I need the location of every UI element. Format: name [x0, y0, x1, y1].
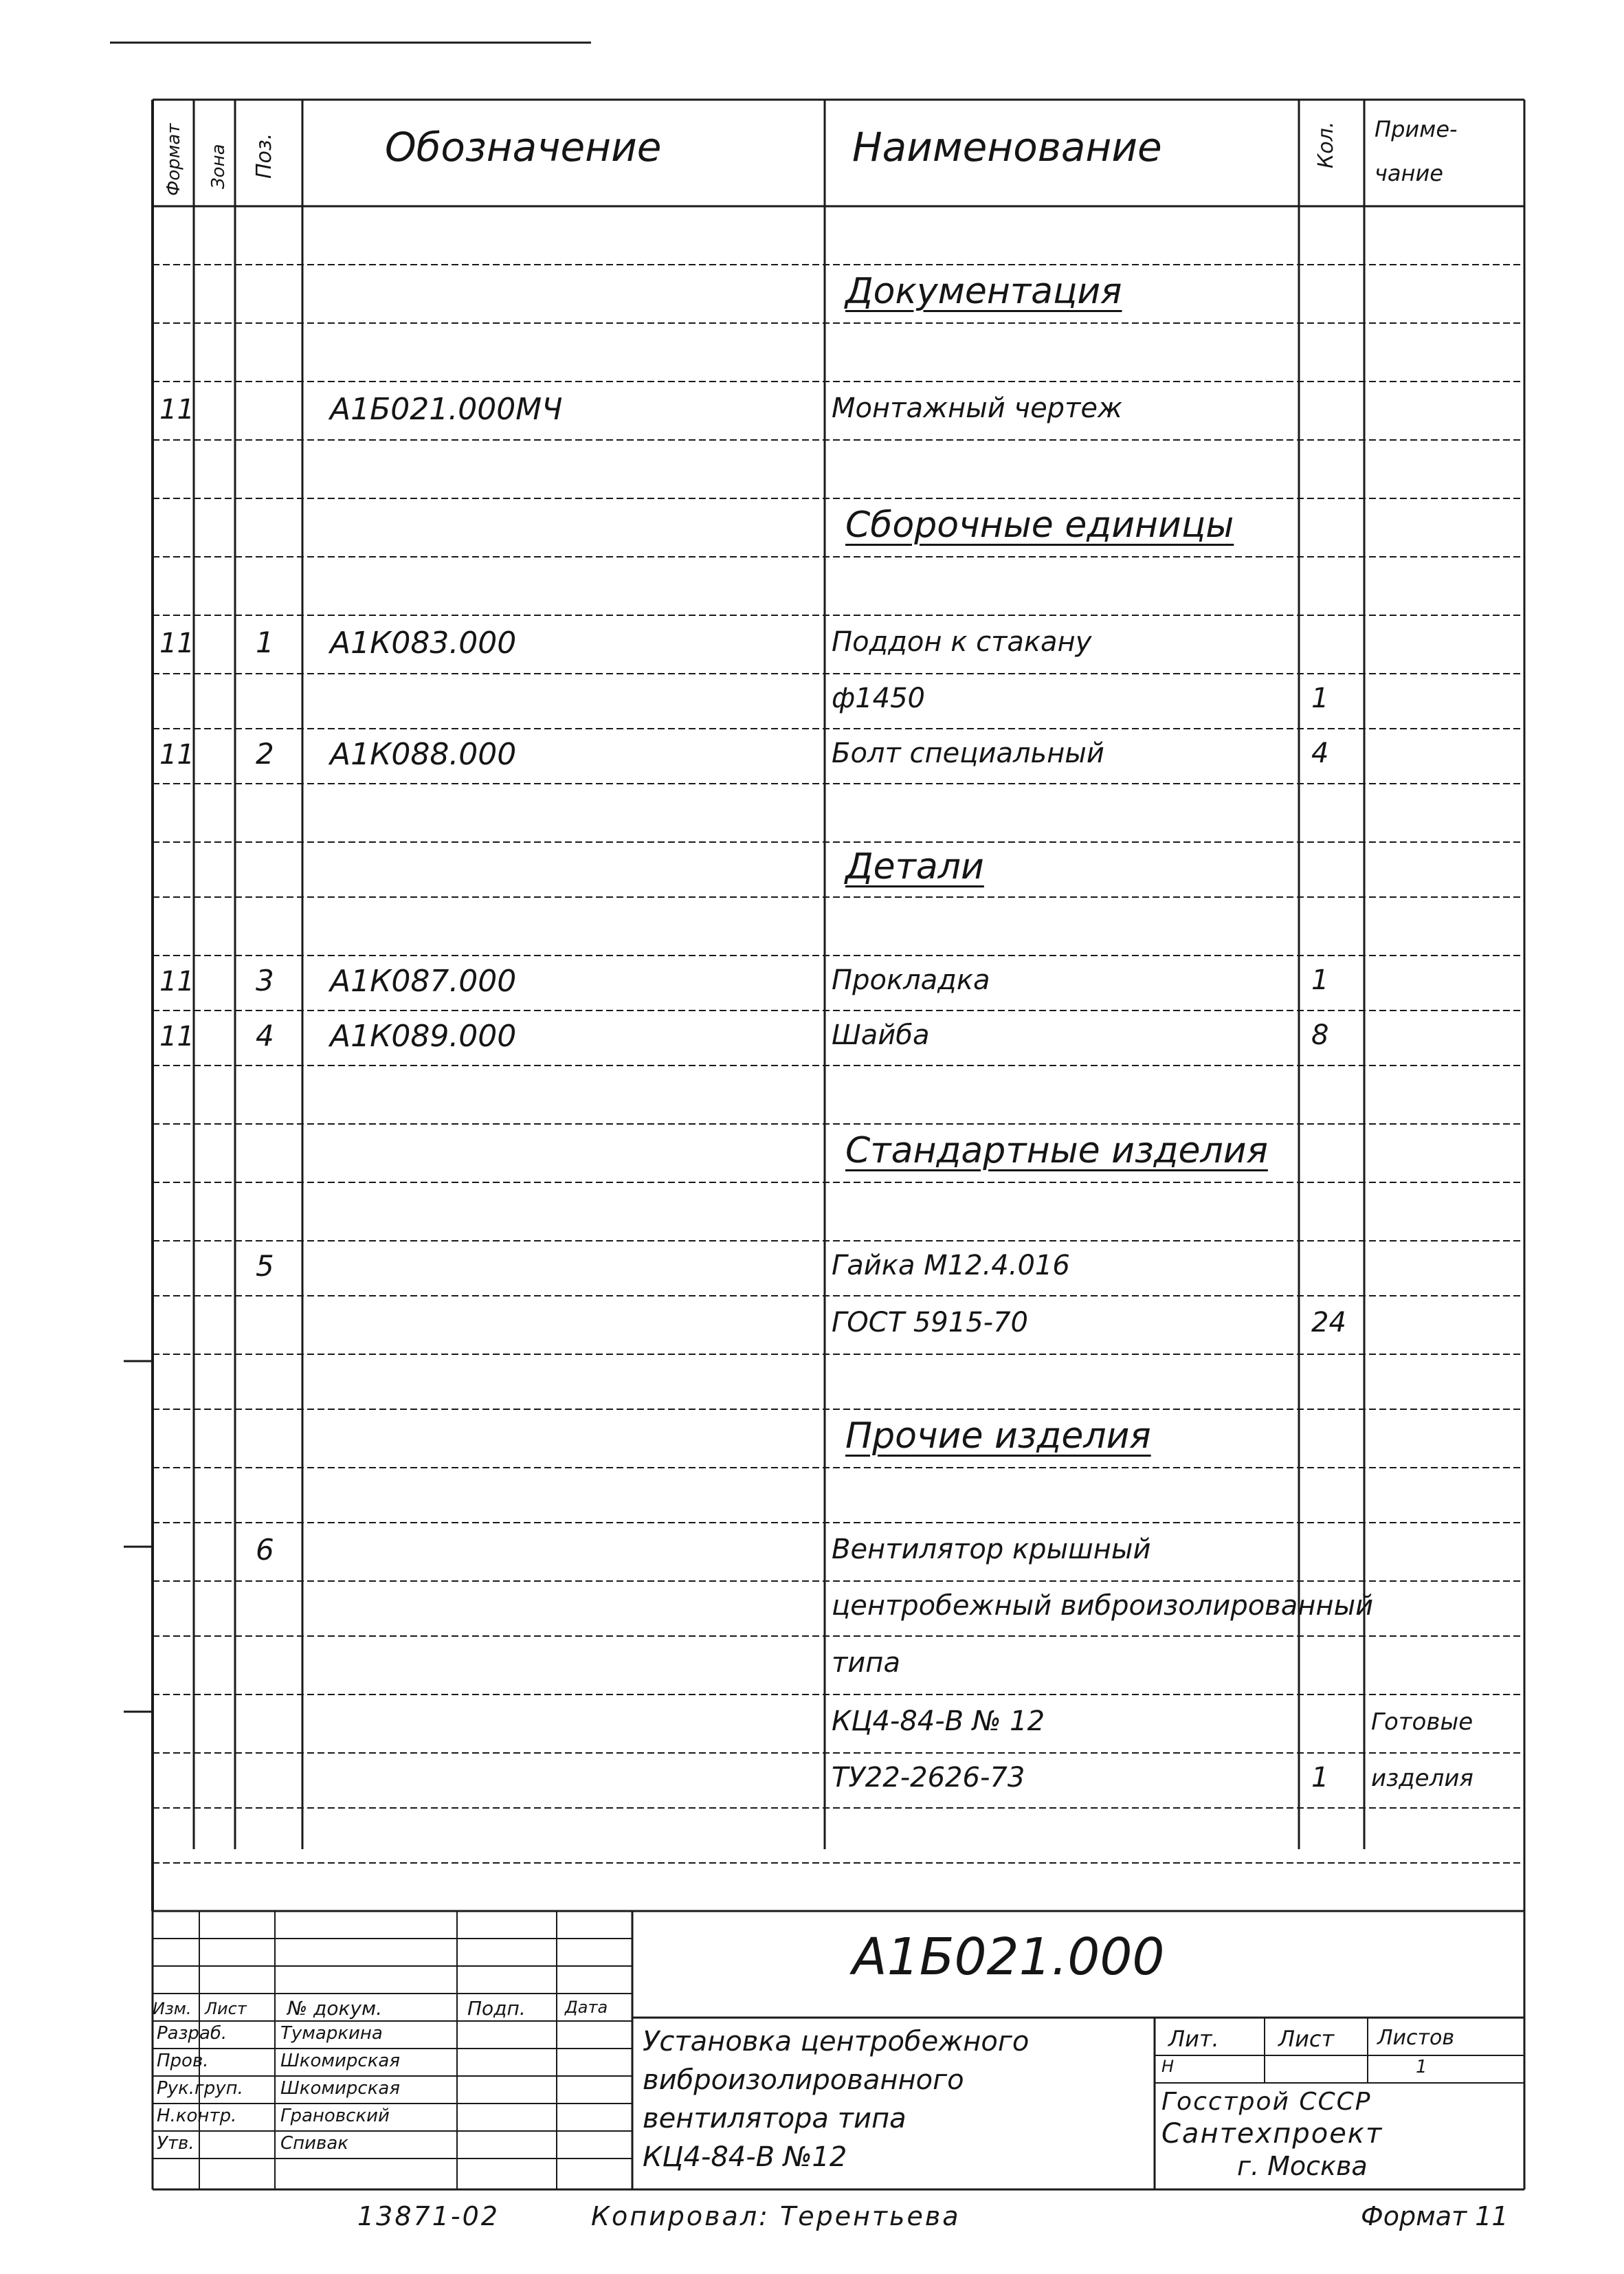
role-label: Пров. — [157, 2051, 209, 2071]
sheet-label: Лист — [1278, 2026, 1335, 2052]
section-title: Документация — [845, 270, 1122, 312]
org-line-3: г. Москва — [1237, 2151, 1368, 2181]
lit-label: Лит. — [1168, 2026, 1219, 2052]
org-line-1: Госстрой СССР — [1161, 2088, 1372, 2116]
row-format: 11 — [159, 627, 194, 659]
row-name: ТУ22-2626-73 — [832, 1762, 1025, 1793]
row-designation: А1К089.000 — [330, 1019, 517, 1054]
row-name: КЦ4-84-В № 12 — [832, 1705, 1045, 1737]
title-line: вентилятора типа — [643, 2103, 906, 2134]
col-change: Изм. — [153, 1999, 192, 2018]
row-name: Прокладка — [832, 964, 990, 996]
footer-format: Формат 11 — [1361, 2201, 1509, 2231]
header-name: Наименование — [852, 124, 1162, 170]
row-name: Вентилятор крышный — [832, 1533, 1151, 1565]
row-note: изделия — [1371, 1765, 1473, 1792]
row-position: 3 — [256, 964, 274, 997]
section-title: Детали — [845, 846, 984, 887]
header-designation: Обозначение — [385, 124, 662, 170]
role-person: Шкомирская — [280, 2051, 401, 2071]
row-position: 5 — [256, 1249, 274, 1283]
row-position: 6 — [256, 1532, 274, 1567]
row-quantity: 24 — [1311, 1306, 1346, 1338]
row-designation: А1К088.000 — [330, 737, 517, 772]
col-date: Дата — [565, 1998, 608, 2017]
role-label: Рук.груп. — [157, 2078, 243, 2099]
row-name: Болт специальный — [832, 738, 1104, 769]
role-person: Шкомирская — [280, 2078, 401, 2099]
row-name: Монтажный чертеж — [832, 392, 1123, 424]
row-quantity: 8 — [1311, 1019, 1329, 1051]
row-format: 11 — [159, 393, 194, 426]
role-person: Тумаркина — [280, 2023, 383, 2044]
org-line-2: Сантехпроект — [1161, 2118, 1383, 2150]
footer-number: 13871-02 — [357, 2201, 500, 2231]
header-zone: Зона — [208, 144, 229, 189]
title-line: Установка центробежного — [643, 2026, 1030, 2057]
row-designation: А1К087.000 — [330, 964, 517, 999]
row-name: типа — [832, 1646, 900, 1679]
header-note-line2: чание — [1375, 160, 1443, 186]
role-person: Спивак — [280, 2133, 349, 2154]
col-sign: Подп. — [467, 1997, 526, 2020]
title-line: виброизолированного — [643, 2064, 964, 2096]
row-note: Готовые — [1371, 1708, 1473, 1736]
role-label: Н.контр. — [157, 2106, 237, 2126]
row-quantity: 1 — [1311, 1762, 1329, 1793]
col-sheet: Лист — [205, 1999, 247, 2018]
header-format: Формат — [164, 123, 184, 196]
row-name: ГОСТ 5915-70 — [832, 1306, 1028, 1338]
row-name: ф1450 — [832, 683, 925, 714]
role-label: Разраб. — [157, 2023, 227, 2044]
row-format: 11 — [159, 966, 194, 997]
row-name: Поддон к стакану — [832, 626, 1092, 658]
section-title: Сборочные единицы — [845, 504, 1234, 546]
header-qty: Кол. — [1314, 121, 1338, 168]
col-doc-no: № докум. — [287, 1997, 383, 2020]
header-note-line1: Приме- — [1375, 116, 1458, 142]
title-line: КЦ4-84-В №12 — [643, 2141, 847, 2173]
row-quantity: 4 — [1311, 738, 1329, 769]
row-name: центробежный виброизолированный — [832, 1590, 1374, 1622]
sheets-value: 1 — [1416, 2057, 1427, 2077]
lit-value: Н — [1161, 2057, 1175, 2076]
row-format: 11 — [159, 739, 194, 771]
row-format: 11 — [159, 1021, 194, 1052]
footer-copied: Копировал: Терентьева — [591, 2201, 961, 2231]
sheets-label: Листов — [1377, 2026, 1455, 2050]
row-position: 4 — [256, 1019, 274, 1052]
role-person: Грановский — [280, 2106, 390, 2126]
role-label: Утв. — [157, 2133, 194, 2154]
row-position: 1 — [256, 625, 274, 659]
row-designation: А1К083.000 — [330, 625, 517, 661]
row-quantity: 1 — [1311, 964, 1329, 996]
section-title: Прочие изделия — [845, 1415, 1151, 1457]
row-name: Шайба — [832, 1019, 930, 1051]
doc-code: А1Б021.000 — [852, 1928, 1165, 1987]
header-pos: Поз. — [252, 133, 276, 179]
section-title: Стандартные изделия — [845, 1129, 1268, 1171]
row-designation: А1Б021.000МЧ — [330, 391, 563, 427]
row-quantity: 1 — [1311, 683, 1329, 714]
row-name: Гайка М12.4.016 — [832, 1250, 1070, 1281]
row-position: 2 — [256, 737, 274, 771]
